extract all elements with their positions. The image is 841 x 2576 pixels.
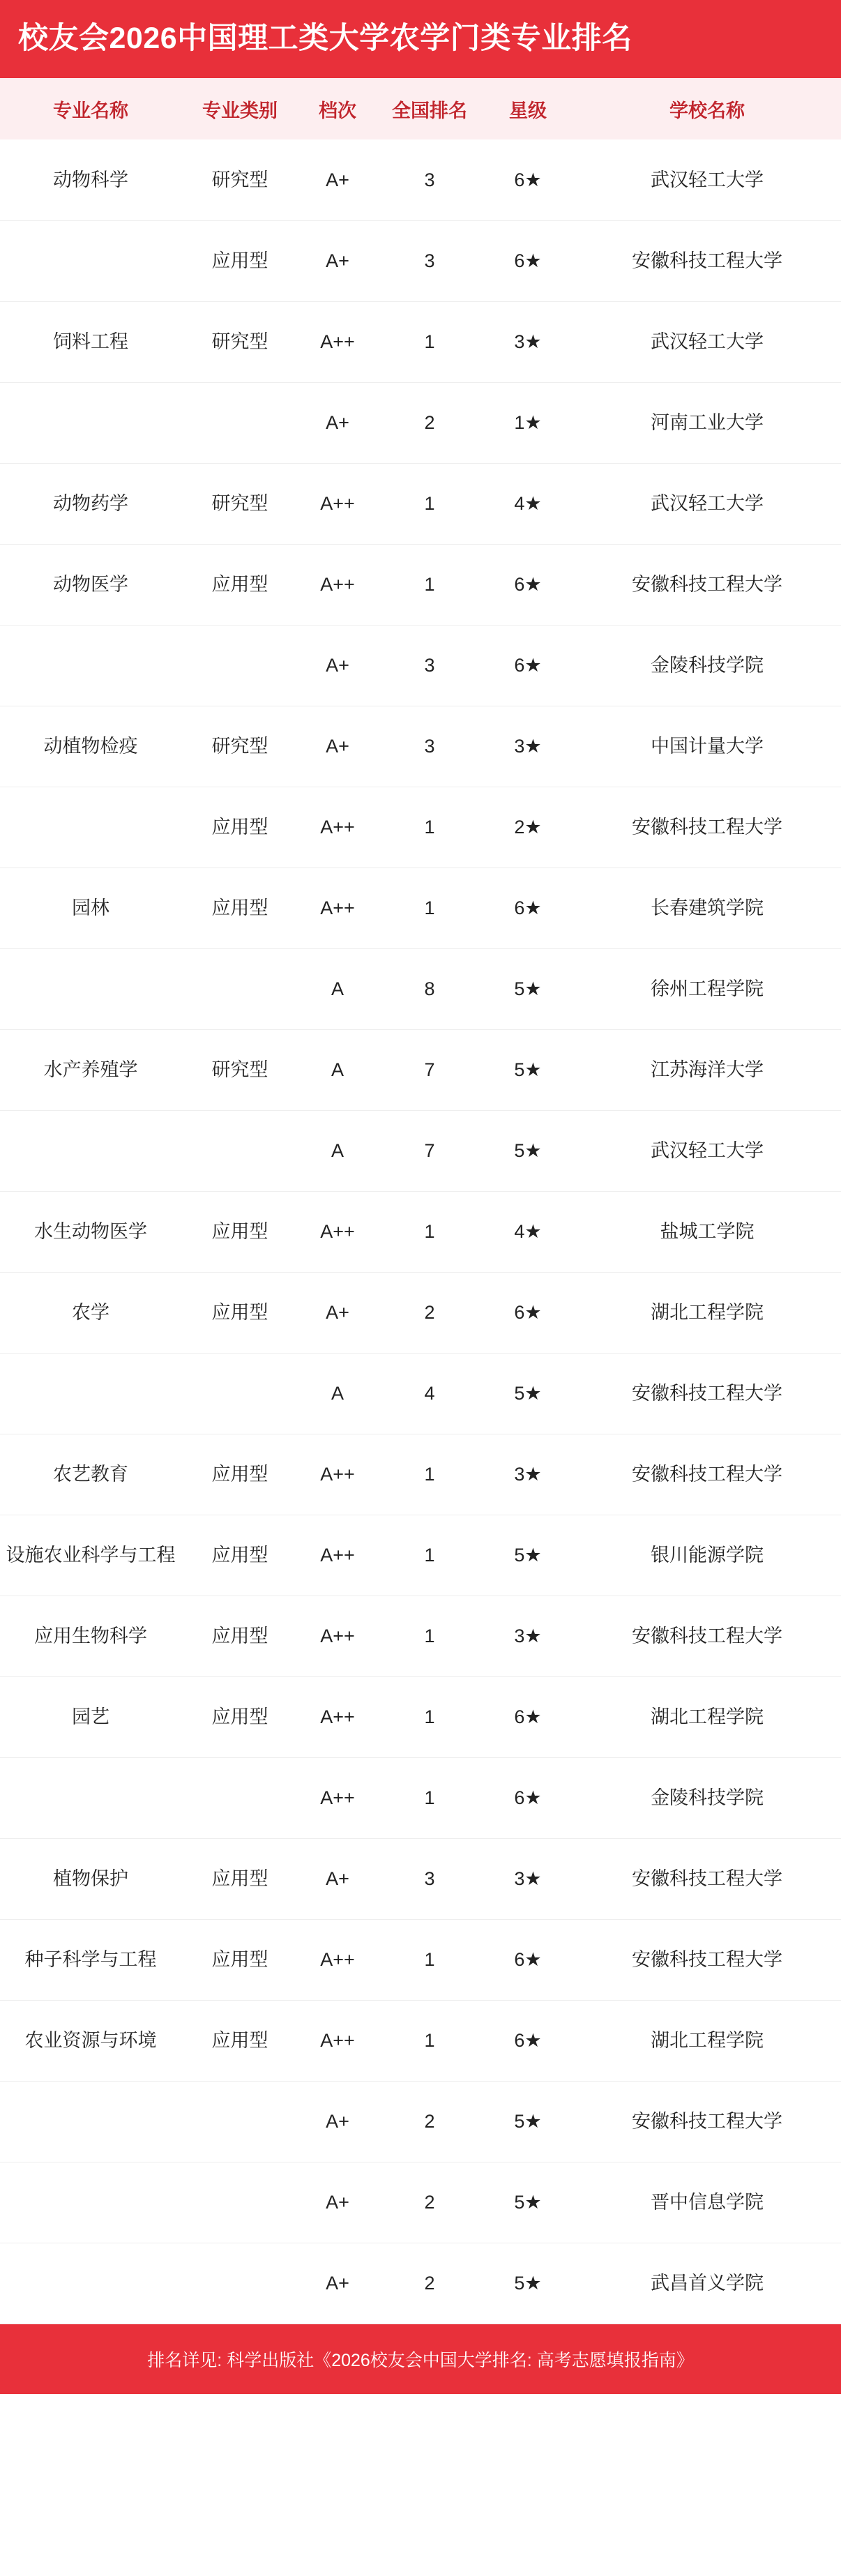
table-header	[0, 78, 841, 139]
cell-grade: A+	[298, 706, 377, 787]
column-header-type: 专业类别	[181, 78, 298, 139]
cell-grade: A+	[298, 2243, 377, 2324]
cell-major	[0, 2162, 181, 2243]
cell-star: 3★	[483, 706, 573, 787]
cell-star: 3★	[483, 1596, 573, 1676]
cell-grade: A	[298, 1353, 377, 1434]
table-row	[0, 2000, 841, 2081]
cell-grade: A+	[298, 1838, 377, 1919]
table-row	[0, 1676, 841, 1757]
cell-grade: A++	[298, 1515, 377, 1596]
cell-type	[181, 2081, 298, 2162]
cell-grade: A	[298, 1029, 377, 1110]
cell-type: 应用型	[181, 1838, 298, 1919]
cell-school: 长春建筑学院	[573, 867, 841, 948]
cell-grade: A++	[298, 2000, 377, 2081]
cell-school: 武汉轻工大学	[573, 301, 841, 382]
cell-rank: 3	[377, 625, 483, 706]
cell-school: 安徽科技工程大学	[573, 220, 841, 301]
cell-major	[0, 1353, 181, 1434]
cell-grade: A	[298, 1110, 377, 1191]
cell-star: 5★	[483, 2243, 573, 2324]
table-row	[0, 1434, 841, 1515]
cell-type: 应用型	[181, 2000, 298, 2081]
cell-rank: 1	[377, 1191, 483, 1272]
cell-grade: A+	[298, 1272, 377, 1353]
cell-rank: 1	[377, 1919, 483, 2000]
cell-rank: 1	[377, 1434, 483, 1515]
cell-school: 徐州工程学院	[573, 948, 841, 1029]
cell-grade: A++	[298, 1757, 377, 1838]
cell-type	[181, 1757, 298, 1838]
cell-grade: A++	[298, 1676, 377, 1757]
cell-star: 4★	[483, 463, 573, 544]
cell-type: 应用型	[181, 787, 298, 867]
cell-major: 种子科学与工程	[0, 1919, 181, 2000]
cell-type	[181, 1353, 298, 1434]
cell-star: 6★	[483, 544, 573, 625]
cell-major: 应用生物科学	[0, 1596, 181, 1676]
cell-rank: 3	[377, 706, 483, 787]
cell-school: 湖北工程学院	[573, 2000, 841, 2081]
cell-rank: 1	[377, 1757, 483, 1838]
table-row	[0, 139, 841, 220]
cell-type: 应用型	[181, 1919, 298, 2000]
cell-major	[0, 382, 181, 463]
cell-type: 应用型	[181, 220, 298, 301]
table-row	[0, 544, 841, 625]
table-row	[0, 1515, 841, 1596]
cell-major	[0, 220, 181, 301]
cell-major: 农艺教育	[0, 1434, 181, 1515]
cell-grade: A+	[298, 625, 377, 706]
cell-type: 应用型	[181, 1272, 298, 1353]
column-header-star: 星级	[483, 78, 573, 139]
cell-rank: 1	[377, 787, 483, 867]
cell-major: 饲料工程	[0, 301, 181, 382]
cell-star: 3★	[483, 1838, 573, 1919]
cell-major	[0, 787, 181, 867]
cell-rank: 8	[377, 948, 483, 1029]
cell-type: 研究型	[181, 301, 298, 382]
table-row	[0, 948, 841, 1029]
cell-school: 金陵科技学院	[573, 625, 841, 706]
table-row	[0, 2081, 841, 2162]
cell-rank: 1	[377, 1515, 483, 1596]
page-title: 校友会2026中国理工类大学农学门类专业排名	[18, 22, 632, 56]
cell-star: 3★	[483, 1434, 573, 1515]
cell-star: 5★	[483, 2162, 573, 2243]
cell-type: 研究型	[181, 1029, 298, 1110]
cell-star: 5★	[483, 1515, 573, 1596]
footer-note: 排名详见: 科学出版社《2026校友会中国大学排名: 高考志愿填报指南》	[147, 2350, 694, 2370]
cell-grade: A++	[298, 544, 377, 625]
cell-school: 盐城工学院	[573, 1191, 841, 1272]
cell-star: 6★	[483, 625, 573, 706]
cell-school: 武汉轻工大学	[573, 1110, 841, 1191]
cell-star: 5★	[483, 1029, 573, 1110]
cell-school: 湖北工程学院	[573, 1676, 841, 1757]
cell-star: 6★	[483, 220, 573, 301]
cell-grade: A+	[298, 382, 377, 463]
table-row	[0, 1191, 841, 1272]
table-row	[0, 220, 841, 301]
cell-type: 应用型	[181, 1515, 298, 1596]
cell-star: 6★	[483, 1919, 573, 2000]
table-row	[0, 1353, 841, 1434]
cell-major: 植物保护	[0, 1838, 181, 1919]
table-row	[0, 1272, 841, 1353]
cell-school: 安徽科技工程大学	[573, 1919, 841, 2000]
cell-school: 安徽科技工程大学	[573, 1353, 841, 1434]
cell-school: 武昌首义学院	[573, 2243, 841, 2324]
cell-rank: 3	[377, 139, 483, 220]
table-row	[0, 1757, 841, 1838]
table-row	[0, 463, 841, 544]
cell-type: 应用型	[181, 867, 298, 948]
cell-school: 金陵科技学院	[573, 1757, 841, 1838]
cell-star: 5★	[483, 1110, 573, 1191]
cell-star: 6★	[483, 1272, 573, 1353]
cell-rank: 1	[377, 2000, 483, 2081]
cell-grade: A	[298, 948, 377, 1029]
cell-star: 6★	[483, 139, 573, 220]
cell-grade: A++	[298, 1434, 377, 1515]
cell-major: 园艺	[0, 1676, 181, 1757]
cell-star: 6★	[483, 1676, 573, 1757]
table-row	[0, 2243, 841, 2324]
cell-major	[0, 2243, 181, 2324]
cell-rank: 3	[377, 220, 483, 301]
cell-type: 研究型	[181, 463, 298, 544]
cell-type	[181, 2162, 298, 2243]
cell-star: 5★	[483, 2081, 573, 2162]
cell-rank: 4	[377, 1353, 483, 1434]
cell-star: 5★	[483, 948, 573, 1029]
table-row	[0, 787, 841, 867]
cell-major: 农业资源与环境	[0, 2000, 181, 2081]
page-header	[0, 0, 841, 78]
column-header-rank: 全国排名	[377, 78, 483, 139]
cell-major	[0, 1110, 181, 1191]
cell-major: 水生动物医学	[0, 1191, 181, 1272]
table-row	[0, 1838, 841, 1919]
cell-rank: 1	[377, 544, 483, 625]
column-header-grade: 档次	[298, 78, 377, 139]
cell-star: 6★	[483, 2000, 573, 2081]
cell-star: 6★	[483, 867, 573, 948]
cell-major	[0, 1757, 181, 1838]
table-row	[0, 1596, 841, 1676]
column-header-major: 专业名称	[0, 78, 181, 139]
cell-star: 6★	[483, 1757, 573, 1838]
cell-school: 安徽科技工程大学	[573, 1838, 841, 1919]
cell-rank: 1	[377, 867, 483, 948]
cell-star: 3★	[483, 301, 573, 382]
cell-type	[181, 1110, 298, 1191]
cell-school: 晋中信息学院	[573, 2162, 841, 2243]
cell-major: 水产养殖学	[0, 1029, 181, 1110]
cell-school: 安徽科技工程大学	[573, 1596, 841, 1676]
cell-major: 动物科学	[0, 139, 181, 220]
cell-grade: A+	[298, 220, 377, 301]
cell-star: 5★	[483, 1353, 573, 1434]
cell-school: 安徽科技工程大学	[573, 544, 841, 625]
cell-type	[181, 382, 298, 463]
cell-school: 安徽科技工程大学	[573, 1434, 841, 1515]
table-row	[0, 867, 841, 948]
cell-school: 银川能源学院	[573, 1515, 841, 1596]
cell-grade: A++	[298, 1191, 377, 1272]
cell-major: 设施农业科学与工程	[0, 1515, 181, 1596]
cell-grade: A++	[298, 463, 377, 544]
cell-rank: 2	[377, 2081, 483, 2162]
cell-major: 农学	[0, 1272, 181, 1353]
cell-school: 武汉轻工大学	[573, 139, 841, 220]
cell-grade: A+	[298, 2162, 377, 2243]
table-row	[0, 706, 841, 787]
table-row	[0, 382, 841, 463]
cell-star: 1★	[483, 382, 573, 463]
cell-grade: A+	[298, 139, 377, 220]
cell-type	[181, 948, 298, 1029]
cell-major	[0, 948, 181, 1029]
table-row	[0, 2162, 841, 2243]
cell-grade: A+	[298, 2081, 377, 2162]
cell-rank: 2	[377, 382, 483, 463]
cell-type: 应用型	[181, 544, 298, 625]
column-header-school: 学校名称	[573, 78, 841, 139]
cell-rank: 1	[377, 301, 483, 382]
cell-type: 应用型	[181, 1676, 298, 1757]
cell-rank: 2	[377, 1272, 483, 1353]
cell-major: 园林	[0, 867, 181, 948]
cell-type: 应用型	[181, 1434, 298, 1515]
cell-school: 湖北工程学院	[573, 1272, 841, 1353]
cell-major: 动物医学	[0, 544, 181, 625]
cell-grade: A++	[298, 301, 377, 382]
cell-star: 4★	[483, 1191, 573, 1272]
cell-rank: 2	[377, 2243, 483, 2324]
cell-rank: 1	[377, 463, 483, 544]
cell-school: 安徽科技工程大学	[573, 787, 841, 867]
cell-rank: 3	[377, 1838, 483, 1919]
cell-rank: 7	[377, 1029, 483, 1110]
cell-type: 应用型	[181, 1191, 298, 1272]
cell-rank: 7	[377, 1110, 483, 1191]
cell-type	[181, 2243, 298, 2324]
cell-type: 研究型	[181, 706, 298, 787]
table-body	[0, 139, 841, 2324]
cell-rank: 2	[377, 2162, 483, 2243]
cell-school: 河南工业大学	[573, 382, 841, 463]
table-row	[0, 1919, 841, 2000]
cell-star: 2★	[483, 787, 573, 867]
cell-type	[181, 625, 298, 706]
cell-grade: A++	[298, 867, 377, 948]
cell-type: 应用型	[181, 1596, 298, 1676]
table-row	[0, 1029, 841, 1110]
cell-major	[0, 2081, 181, 2162]
cell-grade: A++	[298, 787, 377, 867]
cell-major: 动植物检疫	[0, 706, 181, 787]
table-row	[0, 1110, 841, 1191]
cell-type: 研究型	[181, 139, 298, 220]
cell-rank: 1	[377, 1596, 483, 1676]
cell-school: 江苏海洋大学	[573, 1029, 841, 1110]
page-footer	[0, 2324, 841, 2394]
table-row	[0, 625, 841, 706]
cell-major	[0, 625, 181, 706]
cell-grade: A++	[298, 1596, 377, 1676]
table-row	[0, 301, 841, 382]
cell-rank: 1	[377, 1676, 483, 1757]
cell-major: 动物药学	[0, 463, 181, 544]
table-header-row	[0, 78, 841, 139]
cell-school: 安徽科技工程大学	[573, 2081, 841, 2162]
cell-grade: A++	[298, 1919, 377, 2000]
cell-school: 武汉轻工大学	[573, 463, 841, 544]
cell-school: 中国计量大学	[573, 706, 841, 787]
ranking-table	[0, 78, 841, 2324]
